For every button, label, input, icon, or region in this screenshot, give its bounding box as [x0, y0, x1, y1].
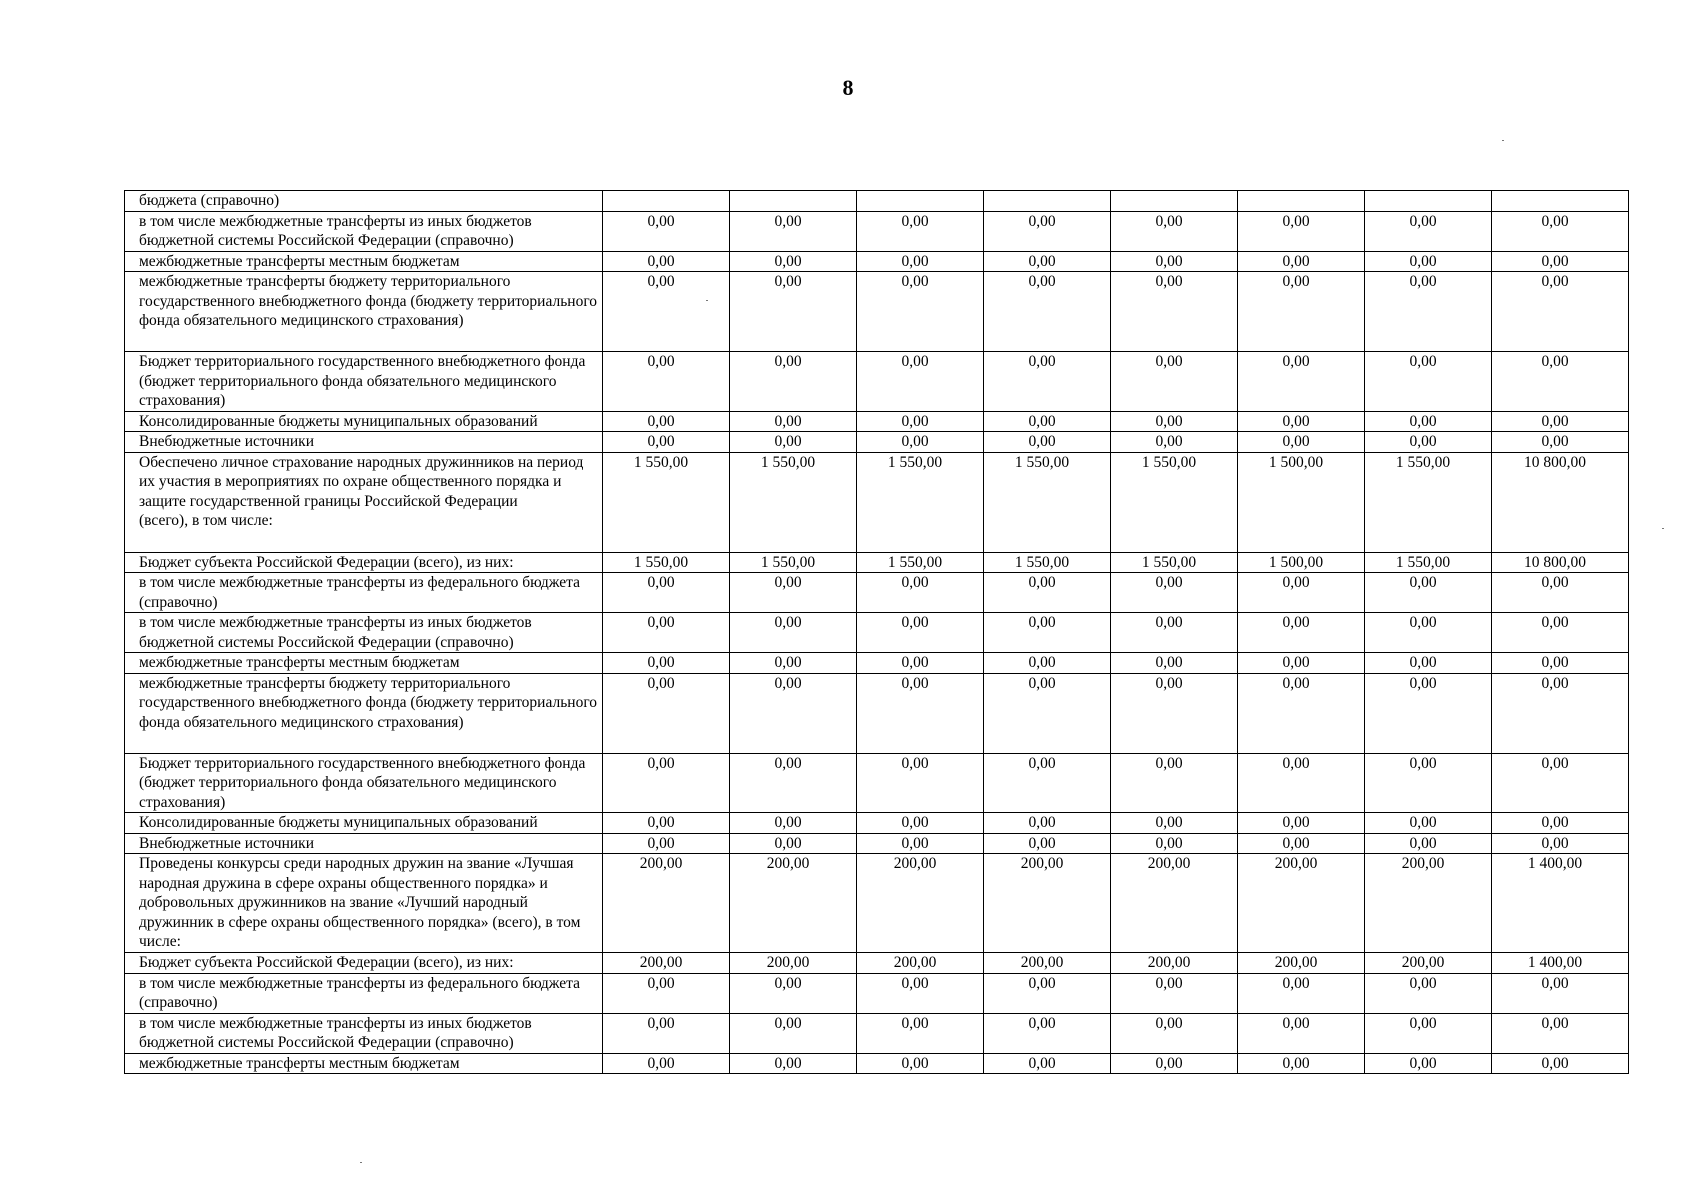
table-row — [125, 411, 1629, 432]
row-value-cell: 0,00 — [984, 833, 1111, 854]
row-value-cell: 0,00 — [603, 411, 730, 432]
scan-speck — [706, 300, 708, 301]
row-label: Бюджет субъекта Российской Федерации (всего), из них: — [125, 953, 603, 974]
row-value-cell: 0,00 — [1111, 573, 1238, 613]
row-label: Обеспечено личное страхование народных дружинников на период их участия в мероприятиях по охране общественного порядка и защите государственной границы Российской Федерации (всего), в том числе: — [125, 452, 603, 552]
row-value-cell: 1 500,00 — [1238, 452, 1365, 552]
row-total-cell: 1 400,00 — [1492, 854, 1629, 953]
row-value-cell: 200,00 — [1238, 854, 1365, 953]
row-label: Бюджет территориального государственного внебюджетного фонда (бюджет территориального фонда обязательного медицинского страхования) — [125, 352, 603, 412]
row-total-cell: 0,00 — [1492, 833, 1629, 854]
row-value-cell: 0,00 — [984, 813, 1111, 834]
row-value-cell: 0,00 — [1365, 1053, 1492, 1074]
row-value-cell: 0,00 — [984, 973, 1111, 1013]
row-value-cell: 0,00 — [730, 251, 857, 272]
row-value-cell: 0,00 — [1111, 211, 1238, 251]
row-value-cell: 0,00 — [1238, 432, 1365, 453]
row-value-cell: 0,00 — [730, 813, 857, 834]
row-value-cell: 0,00 — [730, 211, 857, 251]
row-value-cell — [1238, 191, 1365, 212]
row-label: межбюджетные трансферты местным бюджетам — [125, 653, 603, 674]
row-value-cell: 1 550,00 — [857, 452, 984, 552]
row-total-cell: 0,00 — [1492, 1053, 1629, 1074]
row-value-cell: 0,00 — [857, 211, 984, 251]
row-value-cell: 0,00 — [984, 753, 1111, 813]
row-value-cell: 0,00 — [857, 432, 984, 453]
row-value-cell: 1 550,00 — [984, 452, 1111, 552]
table-row — [125, 613, 1629, 653]
row-value-cell: 0,00 — [1238, 352, 1365, 412]
row-value-cell: 1 550,00 — [730, 452, 857, 552]
row-value-cell: 0,00 — [857, 813, 984, 834]
row-value-cell: 0,00 — [984, 653, 1111, 674]
row-label: Внебюджетные источники — [125, 432, 603, 453]
row-value-cell: 0,00 — [857, 753, 984, 813]
row-value-cell: 200,00 — [730, 953, 857, 974]
row-value-cell: 200,00 — [984, 953, 1111, 974]
row-value-cell: 0,00 — [1111, 432, 1238, 453]
row-label: Консолидированные бюджеты муниципальных образований — [125, 411, 603, 432]
row-value-cell: 0,00 — [1365, 352, 1492, 412]
row-value-cell: 0,00 — [857, 673, 984, 753]
row-value-cell: 0,00 — [857, 272, 984, 352]
row-value-cell: 200,00 — [857, 854, 984, 953]
table-row — [125, 432, 1629, 453]
row-value-cell: 1 550,00 — [1111, 552, 1238, 573]
row-value-cell: 0,00 — [984, 211, 1111, 251]
row-value-cell: 0,00 — [1111, 613, 1238, 653]
row-value-cell: 0,00 — [1238, 1053, 1365, 1074]
row-value-cell: 1 550,00 — [984, 552, 1111, 573]
row-value-cell: 0,00 — [1365, 973, 1492, 1013]
row-value-cell: 0,00 — [1111, 973, 1238, 1013]
row-total-cell: 0,00 — [1492, 573, 1629, 613]
row-value-cell: 1 550,00 — [1365, 452, 1492, 552]
row-value-cell — [1111, 191, 1238, 212]
row-label: в том числе межбюджетные трансферты из федерального бюджета (справочно) — [125, 973, 603, 1013]
row-value-cell: 0,00 — [857, 1013, 984, 1053]
row-value-cell: 0,00 — [1111, 833, 1238, 854]
table-row — [125, 452, 1629, 552]
row-value-cell: 0,00 — [984, 411, 1111, 432]
row-value-cell: 0,00 — [984, 251, 1111, 272]
row-value-cell: 0,00 — [1111, 352, 1238, 412]
row-value-cell: 1 500,00 — [1238, 552, 1365, 573]
row-total-cell: 0,00 — [1492, 753, 1629, 813]
row-value-cell — [1365, 191, 1492, 212]
row-value-cell: 200,00 — [1111, 953, 1238, 974]
table-row — [125, 813, 1629, 834]
table-row — [125, 211, 1629, 251]
row-value-cell: 0,00 — [857, 613, 984, 653]
row-value-cell: 0,00 — [603, 653, 730, 674]
table-row — [125, 973, 1629, 1013]
scan-speck — [1502, 140, 1504, 141]
table-row — [125, 272, 1629, 352]
row-value-cell: 0,00 — [984, 1013, 1111, 1053]
table-row — [125, 191, 1629, 212]
row-total-cell: 0,00 — [1492, 411, 1629, 432]
row-value-cell: 1 550,00 — [857, 552, 984, 573]
row-value-cell: 0,00 — [1365, 411, 1492, 432]
row-value-cell: 1 550,00 — [1111, 452, 1238, 552]
row-total-cell: 0,00 — [1492, 352, 1629, 412]
row-label: Бюджет территориального государственного внебюджетного фонда (бюджет территориального фонда обязательного медицинского страхования) — [125, 753, 603, 813]
row-value-cell: 200,00 — [984, 854, 1111, 953]
row-value-cell: 0,00 — [603, 432, 730, 453]
page-number: 8 — [842, 75, 854, 100]
row-label: межбюджетные трансферты местным бюджетам — [125, 251, 603, 272]
table-row — [125, 573, 1629, 613]
row-value-cell: 0,00 — [1365, 432, 1492, 453]
row-value-cell: 0,00 — [1365, 573, 1492, 613]
row-value-cell: 0,00 — [1111, 251, 1238, 272]
row-label: Проведены конкурсы среди народных дружин на звание «Лучшая народная дружина в сфере охраны общественного порядка» и добровольных дружинников на звание «Лучший народный дружинник в сфере охраны общественного порядка» (всего), в том числе: — [125, 854, 603, 953]
row-value-cell: 0,00 — [1111, 411, 1238, 432]
row-value-cell: 0,00 — [984, 1053, 1111, 1074]
table-row — [125, 552, 1629, 573]
row-value-cell: 0,00 — [1238, 613, 1365, 653]
table-row — [125, 653, 1629, 674]
row-value-cell: 0,00 — [603, 833, 730, 854]
row-value-cell: 0,00 — [857, 251, 984, 272]
table-row — [125, 673, 1629, 753]
row-value-cell: 0,00 — [1365, 813, 1492, 834]
row-value-cell: 0,00 — [1111, 813, 1238, 834]
row-value-cell: 0,00 — [857, 833, 984, 854]
row-value-cell: 0,00 — [730, 613, 857, 653]
row-value-cell: 0,00 — [1111, 1013, 1238, 1053]
table-row — [125, 854, 1629, 953]
row-value-cell: 0,00 — [730, 653, 857, 674]
row-total-cell: 0,00 — [1492, 1013, 1629, 1053]
row-total-cell: 0,00 — [1492, 211, 1629, 251]
row-value-cell: 0,00 — [984, 673, 1111, 753]
row-label: Консолидированные бюджеты муниципальных образований — [125, 813, 603, 834]
scan-speck — [360, 1162, 362, 1163]
row-label: в том числе межбюджетные трансферты из иных бюджетов бюджетной системы Российской Федерации (справочно) — [125, 613, 603, 653]
row-value-cell: 0,00 — [1365, 251, 1492, 272]
row-value-cell: 0,00 — [730, 352, 857, 412]
row-total-cell — [1492, 191, 1629, 212]
row-value-cell: 0,00 — [984, 432, 1111, 453]
row-value-cell: 0,00 — [603, 352, 730, 412]
row-label: в том числе межбюджетные трансферты из иных бюджетов бюджетной системы Российской Федерации (справочно) — [125, 211, 603, 251]
row-value-cell: 0,00 — [1365, 673, 1492, 753]
row-value-cell: 0,00 — [857, 352, 984, 412]
row-value-cell — [603, 191, 730, 212]
row-value-cell: 0,00 — [730, 1053, 857, 1074]
row-value-cell: 0,00 — [603, 272, 730, 352]
row-value-cell: 0,00 — [603, 613, 730, 653]
row-value-cell: 0,00 — [730, 753, 857, 813]
table-row — [125, 352, 1629, 412]
row-value-cell: 0,00 — [1238, 573, 1365, 613]
row-value-cell: 0,00 — [1238, 411, 1365, 432]
row-value-cell: 200,00 — [1111, 854, 1238, 953]
row-value-cell: 0,00 — [1238, 251, 1365, 272]
row-value-cell: 0,00 — [857, 573, 984, 613]
row-value-cell: 1 550,00 — [730, 552, 857, 573]
row-total-cell: 10 800,00 — [1492, 552, 1629, 573]
row-value-cell: 1 550,00 — [603, 552, 730, 573]
row-total-cell: 10 800,00 — [1492, 452, 1629, 552]
row-value-cell: 0,00 — [984, 613, 1111, 653]
row-value-cell: 0,00 — [730, 1013, 857, 1053]
row-label: межбюджетные трансферты бюджету территориального государственного внебюджетного фонда (бюджету территориального фонда обязательного медицинского страхования) — [125, 673, 603, 753]
row-total-cell: 0,00 — [1492, 673, 1629, 753]
scan-speck — [1662, 528, 1664, 529]
row-value-cell: 0,00 — [1111, 753, 1238, 813]
row-value-cell: 0,00 — [1238, 1013, 1365, 1053]
row-value-cell: 0,00 — [603, 973, 730, 1013]
budget-table — [124, 190, 1629, 1074]
row-value-cell: 200,00 — [730, 854, 857, 953]
row-value-cell: 0,00 — [730, 272, 857, 352]
row-label: бюджета (справочно) — [125, 191, 603, 212]
table-row — [125, 833, 1629, 854]
row-value-cell: 0,00 — [1238, 673, 1365, 753]
row-value-cell: 0,00 — [730, 973, 857, 1013]
row-value-cell: 0,00 — [857, 411, 984, 432]
row-value-cell: 0,00 — [984, 352, 1111, 412]
row-value-cell: 0,00 — [1365, 272, 1492, 352]
row-total-cell: 0,00 — [1492, 432, 1629, 453]
row-value-cell: 0,00 — [1111, 272, 1238, 352]
row-value-cell: 200,00 — [1365, 953, 1492, 974]
row-label: в том числе межбюджетные трансферты из федерального бюджета (справочно) — [125, 573, 603, 613]
row-value-cell: 200,00 — [1365, 854, 1492, 953]
row-value-cell — [730, 191, 857, 212]
row-label: межбюджетные трансферты бюджету территориального государственного внебюджетного фонда (бюджету территориального фонда обязательного медицинского страхования) — [125, 272, 603, 352]
table-row — [125, 1053, 1629, 1074]
row-value-cell: 0,00 — [603, 211, 730, 251]
row-value-cell: 0,00 — [857, 973, 984, 1013]
row-value-cell — [984, 191, 1111, 212]
row-value-cell: 0,00 — [1238, 653, 1365, 674]
row-total-cell: 1 400,00 — [1492, 953, 1629, 974]
table-row — [125, 1013, 1629, 1053]
row-value-cell: 0,00 — [984, 272, 1111, 352]
row-value-cell: 0,00 — [1238, 833, 1365, 854]
row-value-cell: 0,00 — [984, 573, 1111, 613]
row-value-cell: 200,00 — [603, 953, 730, 974]
row-value-cell — [857, 191, 984, 212]
row-value-cell: 0,00 — [1238, 211, 1365, 251]
row-value-cell: 0,00 — [1365, 613, 1492, 653]
row-value-cell: 0,00 — [1238, 973, 1365, 1013]
row-value-cell: 0,00 — [1365, 653, 1492, 674]
row-value-cell: 0,00 — [1365, 1013, 1492, 1053]
row-value-cell: 0,00 — [857, 653, 984, 674]
row-value-cell: 0,00 — [603, 813, 730, 834]
row-value-cell: 200,00 — [603, 854, 730, 953]
row-total-cell: 0,00 — [1492, 813, 1629, 834]
row-value-cell: 0,00 — [603, 673, 730, 753]
row-label: Внебюджетные источники — [125, 833, 603, 854]
row-value-cell: 0,00 — [1365, 753, 1492, 813]
table-row — [125, 251, 1629, 272]
table-row — [125, 953, 1629, 974]
row-value-cell: 0,00 — [603, 1013, 730, 1053]
row-total-cell: 0,00 — [1492, 613, 1629, 653]
row-value-cell: 1 550,00 — [603, 452, 730, 552]
row-value-cell: 0,00 — [1238, 813, 1365, 834]
row-label: межбюджетные трансферты местным бюджетам — [125, 1053, 603, 1074]
row-value-cell: 0,00 — [1111, 1053, 1238, 1074]
row-value-cell: 0,00 — [603, 753, 730, 813]
row-value-cell: 0,00 — [730, 833, 857, 854]
row-value-cell: 0,00 — [603, 251, 730, 272]
row-value-cell: 0,00 — [730, 411, 857, 432]
row-value-cell: 0,00 — [730, 573, 857, 613]
row-value-cell: 1 550,00 — [1365, 552, 1492, 573]
row-value-cell: 0,00 — [1238, 272, 1365, 352]
row-value-cell: 0,00 — [1238, 753, 1365, 813]
row-value-cell: 0,00 — [603, 573, 730, 613]
table-row — [125, 753, 1629, 813]
budget-table-body — [125, 191, 1629, 1074]
row-value-cell: 0,00 — [730, 673, 857, 753]
row-value-cell: 0,00 — [1365, 833, 1492, 854]
row-value-cell: 0,00 — [1111, 653, 1238, 674]
row-value-cell: 0,00 — [857, 1053, 984, 1074]
row-total-cell: 0,00 — [1492, 251, 1629, 272]
row-value-cell: 0,00 — [603, 1053, 730, 1074]
row-value-cell: 0,00 — [1111, 673, 1238, 753]
row-value-cell: 200,00 — [857, 953, 984, 974]
row-value-cell: 0,00 — [1365, 211, 1492, 251]
row-total-cell: 0,00 — [1492, 272, 1629, 352]
row-total-cell: 0,00 — [1492, 653, 1629, 674]
row-value-cell: 0,00 — [730, 432, 857, 453]
row-label: в том числе межбюджетные трансферты из иных бюджетов бюджетной системы Российской Федерации (справочно) — [125, 1013, 603, 1053]
row-label: Бюджет субъекта Российской Федерации (всего), из них: — [125, 552, 603, 573]
row-total-cell: 0,00 — [1492, 973, 1629, 1013]
row-value-cell: 200,00 — [1238, 953, 1365, 974]
